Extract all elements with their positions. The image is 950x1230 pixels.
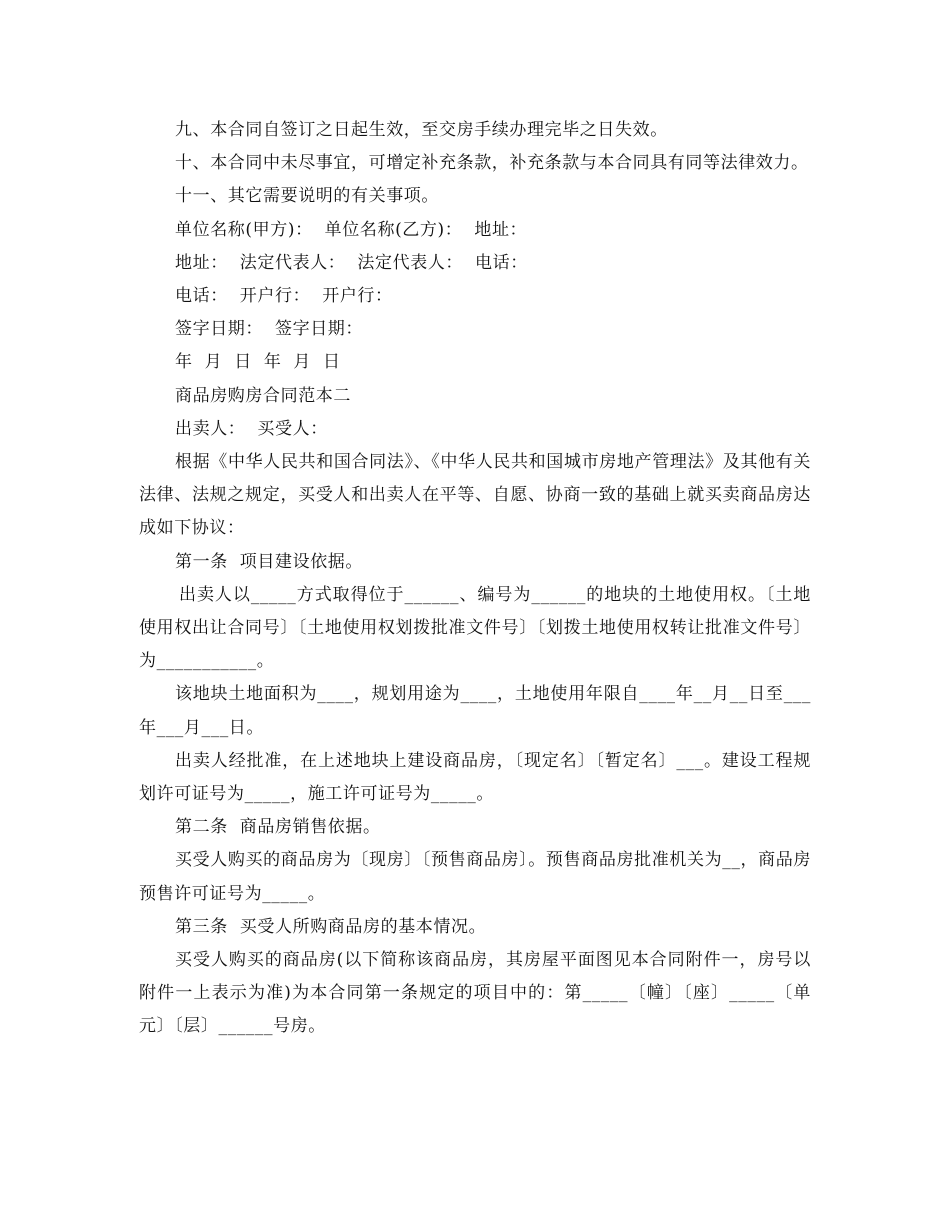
signature-unit-names: 单位名称(甲方)： 单位名称(乙方)： 地址： — [175, 219, 528, 240]
article-one-heading: 第一条 项目建设依据。 — [175, 551, 364, 572]
article-two-heading: 第二条 商品房销售依据。 — [175, 817, 381, 838]
article-three-body: 买受人购买的商品房(以下简称该商品房，其房屋平面图见本合同附件一，房号以附件一上表示为准)为本合同第一条规定的项目中的：第_____〔幢〕〔座〕_____〔单元〕〔层〕______号房。 — [139, 950, 811, 1037]
signature-phone-banks: 电话： 开户行： 开户行： — [175, 286, 393, 307]
clause-nine: 九、本合同自签订之日起生效，至交房手续办理完毕之日失效。 — [175, 120, 668, 140]
article-two-body: 买受人购买的商品房为〔现房〕〔预售商品房〕。预售商品房批准机关为__，商品房预售许可证号为_____。 — [139, 850, 811, 904]
clause-ten: 十、本合同中未尽事宜，可增定补充条款，补充条款与本合同具有同等法律效力。 — [175, 153, 809, 174]
template-two-title: 商品房购房合同范本二 — [175, 385, 351, 406]
signature-address-representatives: 地址： 法定代表人： 法定代表人： 电话： — [175, 252, 528, 273]
parties-line: 出卖人： 买受人： — [175, 418, 328, 439]
article-three-heading: 第三条 买受人所购商品房的基本情况。 — [175, 916, 487, 937]
signature-date-fields: 年 月 日 年 月 日 — [175, 352, 341, 373]
clause-eleven: 十一、其它需要说明的有关事项。 — [175, 186, 439, 207]
preamble: 根据《中华人民共和国合同法》、《中华人民共和国城市房地产管理法》及其他有关法律、法规之规定，买受人和出卖人在平等、自愿、协商一致的基础上就买卖商品房达成如下协议： — [139, 452, 811, 539]
article-one-construction: 出卖人经批准，在上述地块上建设商品房，〔现定名〕〔暂定名〕___。建设工程规划许可证号为_____，施工许可证号为_____。 — [139, 750, 811, 805]
document-page — [139, 114, 811, 1044]
signature-dates: 签字日期： 签字日期： — [175, 319, 364, 340]
article-one-land-area: 该地块土地面积为____，规划用途为____，土地使用年限自____年__月__日至___年___月___日。 — [139, 684, 811, 738]
article-one-land-rights: 出卖人以_____方式取得位于______、编号为______的地块的土地使用权。〔土地使用权出让合同号〕〔土地使用权划拨批准文件号〕〔划拨土地使用权转让批准文件号〕为___________。 — [139, 584, 811, 672]
